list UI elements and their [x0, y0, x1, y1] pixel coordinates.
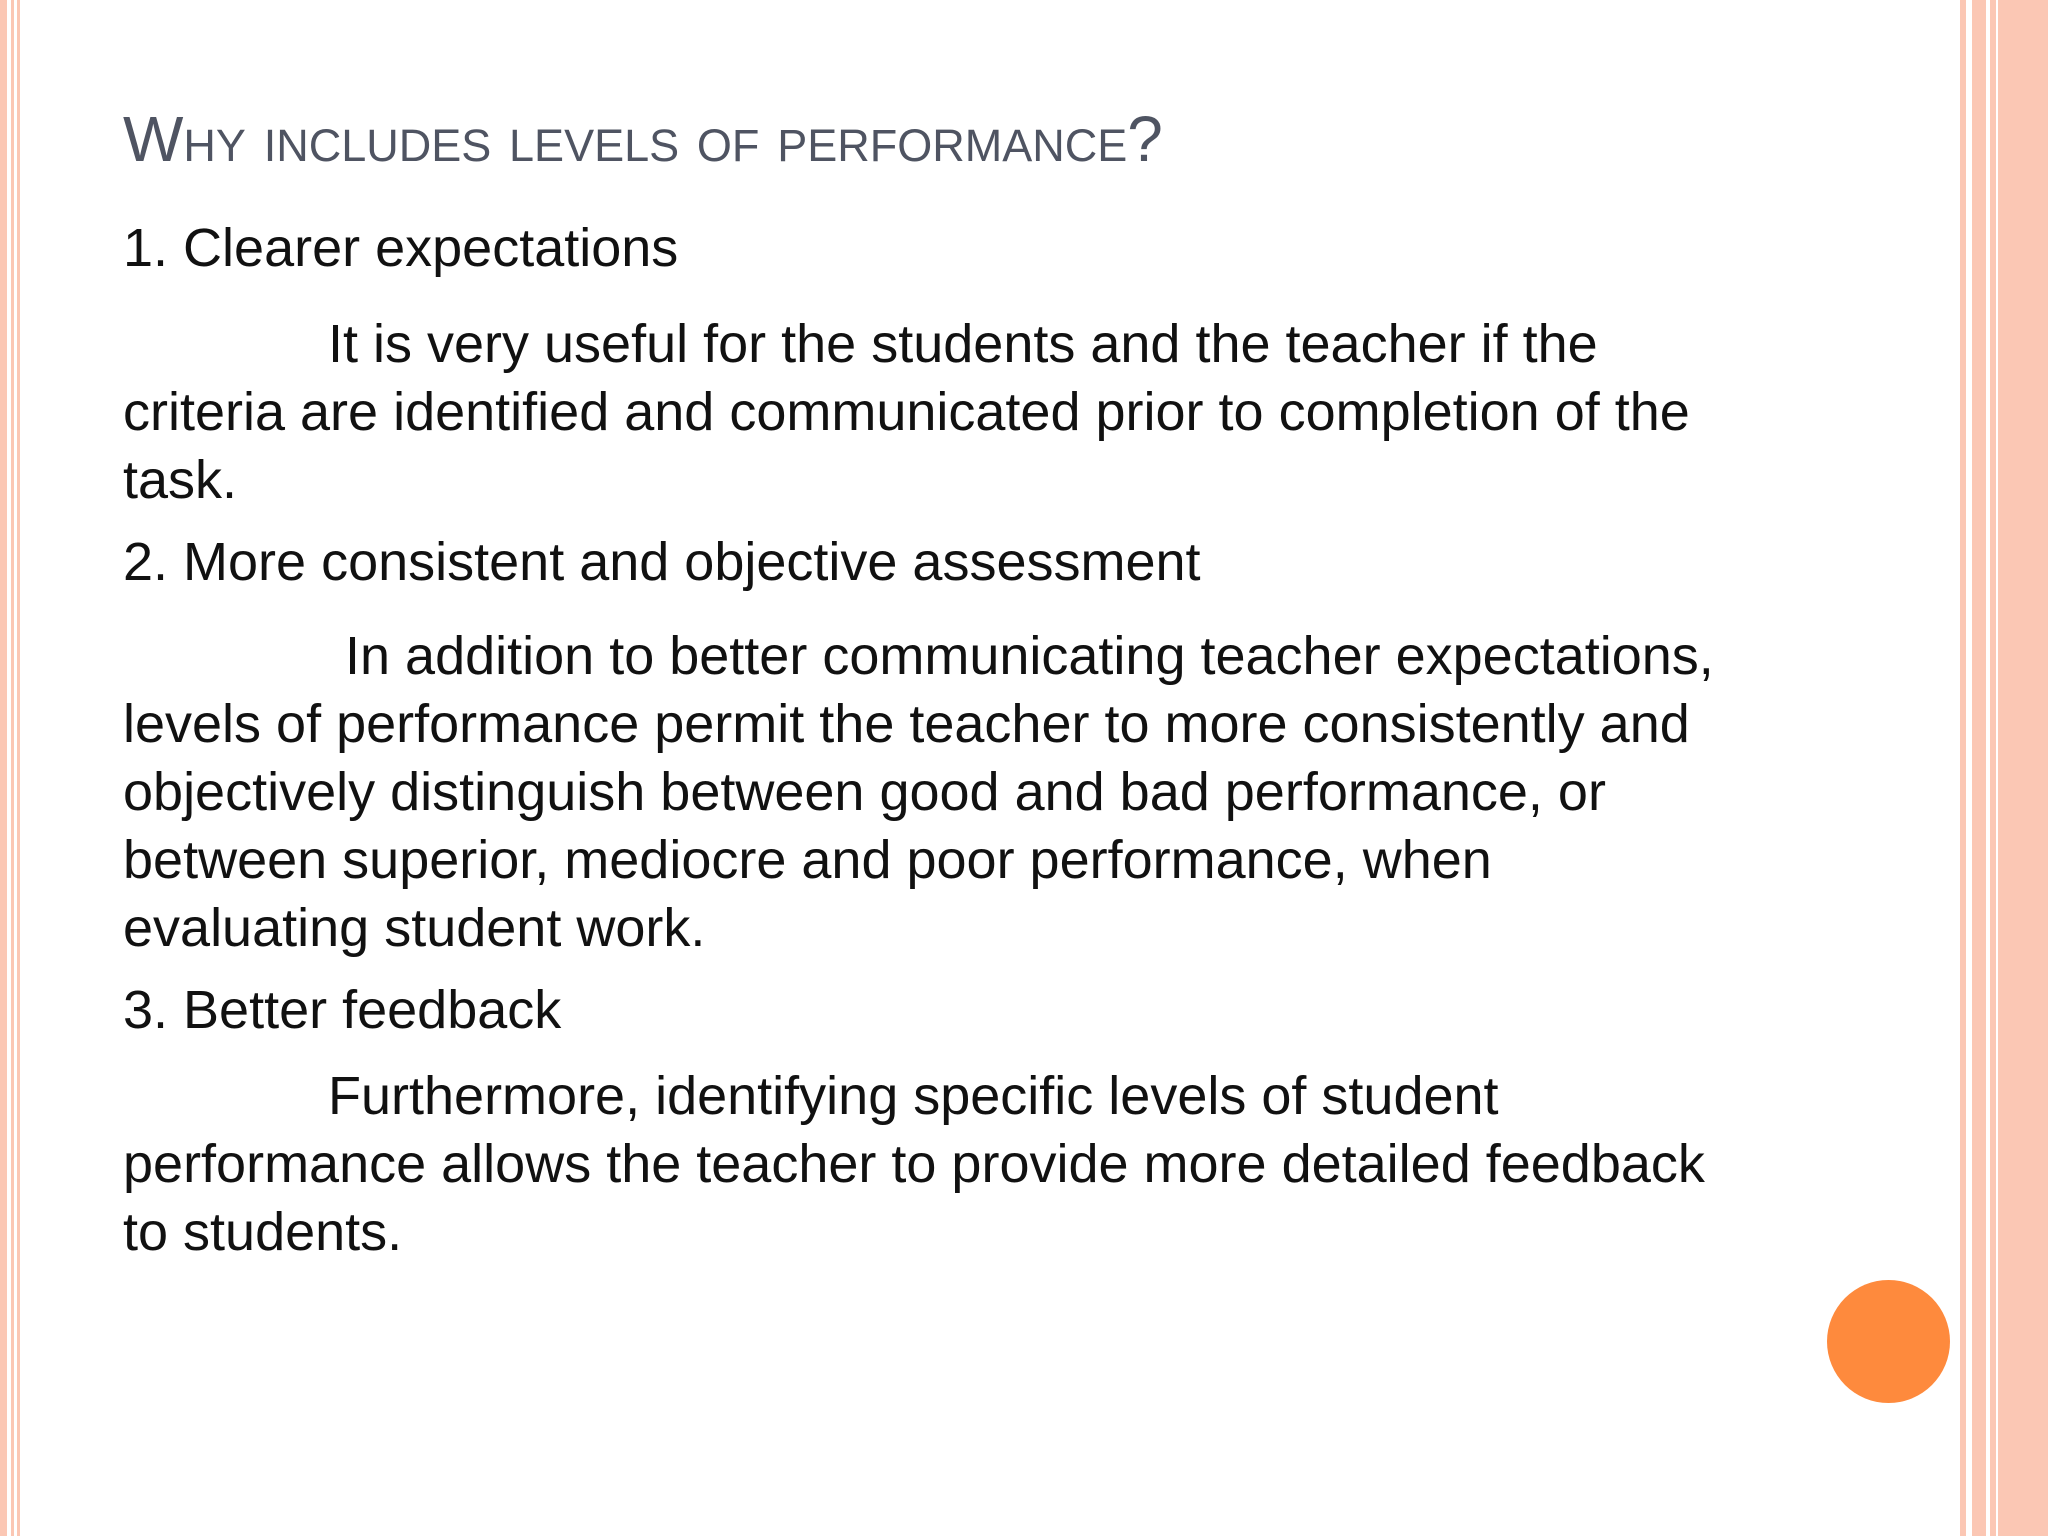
left-border-stripe	[0, 0, 7, 1536]
left-border-stripe	[11, 0, 14, 1536]
right-border-stripe	[1972, 0, 1986, 1536]
right-border-stripe	[1960, 0, 1966, 1536]
left-border-stripe	[17, 0, 20, 1536]
section-heading-clearer-expectations: 1. Clearer expectations	[123, 218, 679, 278]
section-body-clearer-expectations: It is very useful for the students and the teacher if the criteria are identified and communicated prior to completion of the task.	[123, 314, 1690, 510]
accent-circle	[1827, 1280, 1950, 1403]
section-heading-better-feedback: 3. Better feedback	[123, 980, 562, 1040]
right-border-gap	[1996, 0, 1998, 1536]
section-body-better-feedback: Furthermore, identifying specific levels of student performance allows the teacher to provide more detailed feedback to students.	[123, 1066, 1705, 1262]
slide-title: Why includes levels of performance?	[123, 103, 1163, 175]
section-heading-consistent-assessment: 2. More consistent and objective assessment	[123, 532, 1201, 592]
slide-content	[123, 214, 1743, 1266]
section-body-consistent-assessment: In addition to better communicating teacher expectations, levels of performance permit the teacher to more consistently and objectively distinguish between good and bad performance, or between superior, mediocre and poor performance, when evaluating student work.	[123, 626, 1714, 958]
right-border-stripe	[1990, 0, 2048, 1536]
